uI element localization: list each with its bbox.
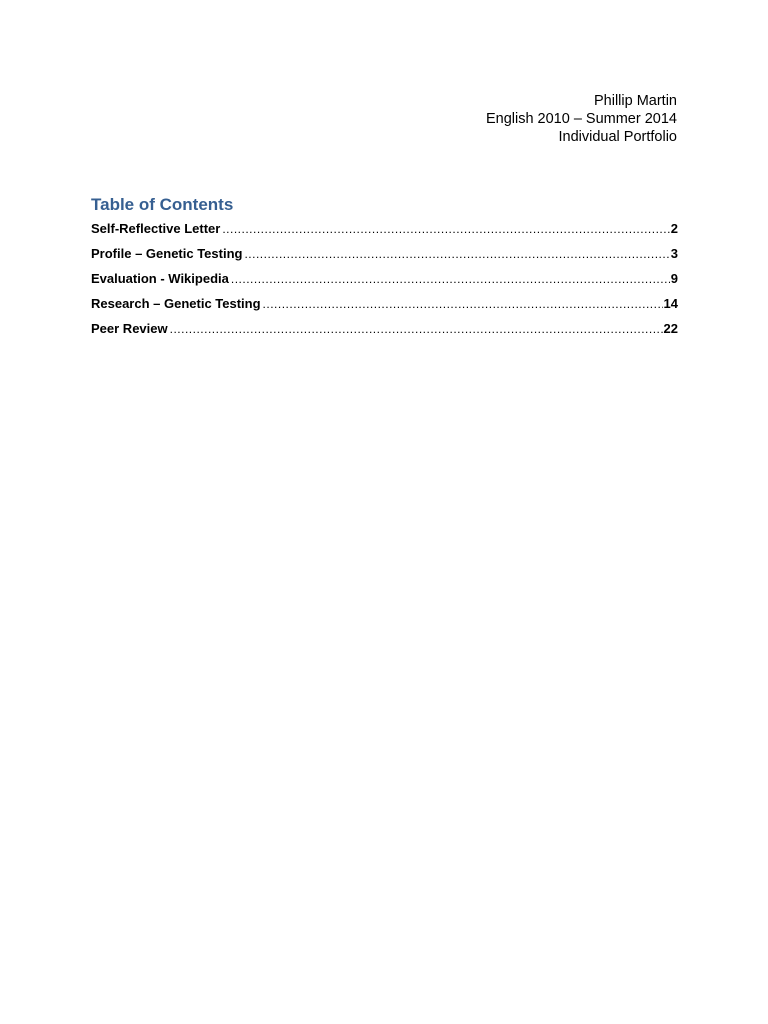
table-of-contents	[91, 194, 678, 345]
toc-entry-profile[interactable]	[91, 245, 678, 270]
toc-entry-page: 2	[670, 221, 678, 236]
toc-entry-label: Peer Review	[91, 321, 168, 336]
toc-dot-leader	[244, 245, 669, 263]
toc-dot-leader	[170, 320, 663, 338]
toc-entry-research[interactable]	[91, 295, 678, 320]
toc-entry-label: Evaluation - Wikipedia	[91, 271, 229, 286]
toc-dot-leader	[263, 295, 663, 313]
course-info: English 2010 – Summer 2014	[485, 111, 677, 127]
toc-list	[91, 220, 678, 345]
toc-title: Table of Contents	[91, 195, 234, 214]
document-header	[486, 92, 677, 146]
toc-entry-label: Research – Genetic Testing	[91, 296, 261, 311]
toc-entry-label: Profile – Genetic Testing	[91, 246, 243, 261]
toc-entry-page: 3	[670, 246, 678, 261]
toc-entry-page: 14	[663, 296, 678, 311]
toc-entry-label: Self-Reflective Letter	[91, 221, 221, 236]
toc-entry-evaluation[interactable]	[91, 270, 678, 295]
toc-entry-page: 9	[670, 271, 678, 286]
toc-entry-page: 22	[663, 321, 678, 336]
toc-entry-peer-review[interactable]	[91, 320, 678, 345]
toc-dot-leader	[222, 220, 669, 238]
toc-entry-self-reflective-letter[interactable]	[91, 220, 678, 245]
document-type: Individual Portfolio	[558, 129, 677, 145]
author-name: Phillip Martin	[594, 93, 677, 109]
toc-dot-leader	[231, 270, 670, 288]
